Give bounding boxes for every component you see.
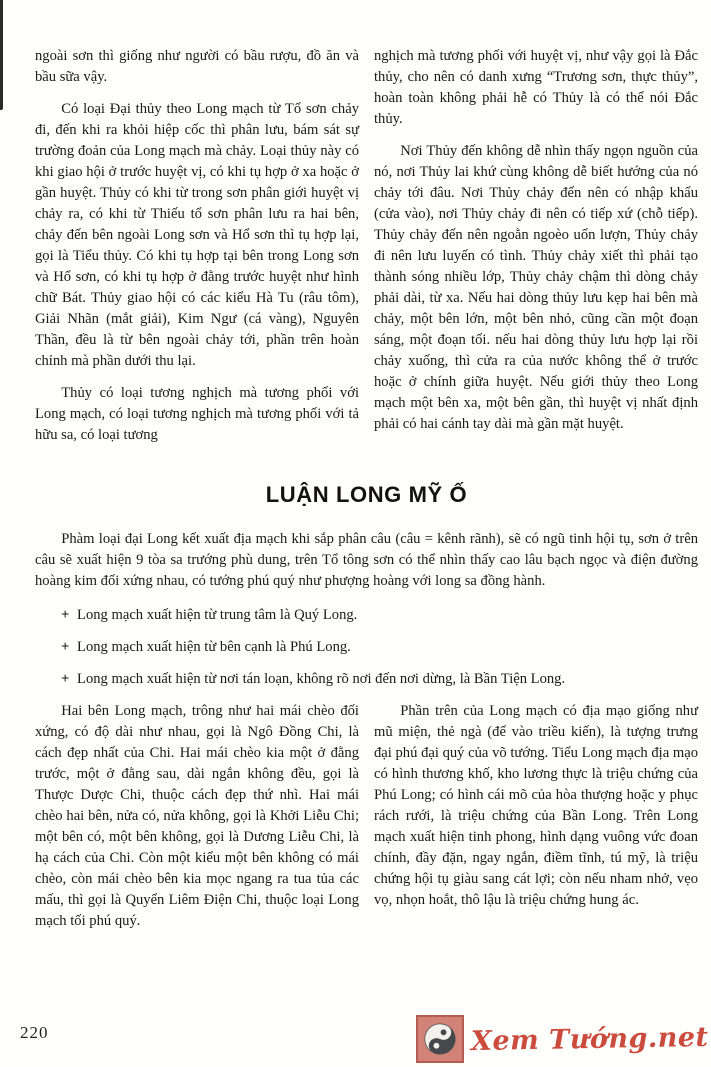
top-section [35,46,698,457]
list-item-text: Long mạch xuất hiện từ trung tâm là Quý Long. [77,607,358,623]
yin-yang-icon [416,1015,464,1063]
paragraph: Phần trên của Long mạch có địa mạo giống như mũ miện, thẻ ngà (để vào triều kiến), là tượng trưng đại phú đại quý của võ tướng. Tiểu Long mạch địa mạo có hình thương khố, kho lương thực là triệu chứng của Phú Long; có hình cái mõ của hòa thượng hoặc y phục rách rưới, là triệu chứng của Bần Long. Trên Long mạch xuất hiện tinh phong, hình dạng vuông vức đoan chính, đầy đặn, ngay ngắn, điềm tĩnh, tú mỹ, là triệu chứng hội tụ giàu sang cát lợi; còn nếu nham nhở, vẹo vọ, nhọn hoắt, thô lậu là triệu chứng hung ác. [374,703,698,908]
page-number: 220 [20,1023,49,1042]
plus-bullet-icon: + [61,639,70,655]
paragraph: nghịch mà tương phối với huyệt vị, như vậy gọi là Đắc thủy, cho nên có danh xưng “Trương sơn, thực thủy”, hoàn toàn không phải hễ có Thủy là có thể nói Đắc thủy. [374,48,698,127]
bottom-left-column [35,701,359,943]
plus-bullet-icon: + [61,671,70,687]
bottom-right-column [374,701,698,943]
section-heading: LUẬN LONG MỸ Ố [265,482,468,507]
list-item [61,605,698,626]
bottom-section [35,701,698,943]
paragraph: Thủy có loại tương nghịch mà tương phối với Long mạch, có loại tương nghịch mà tương phối với tả hữu sa, có loại tương [35,385,359,443]
list-item [61,637,698,658]
plus-bullet-icon: + [61,607,70,623]
site-logo [416,1015,709,1063]
top-left-column [35,46,359,457]
bullet-list [61,605,698,690]
paragraph: Nơi Thủy đến không dễ nhìn thấy ngọn nguồn của nó, nơi Thủy lai khứ cùng không dễ biết hướng của nó chảy tới đâu. Nơi Thủy chảy đến nên có nhập khẩu (cửa vào), nơi Thủy chảy đi nên có tiếp xứ (chỗ tiếp). Thủy chảy đến nên ngoằn ngoèo uốn lượn, Thủy chảy đi nên lưu luyến có tình. Thủy chảy xiết thì phải tạo thành sóng nhiều lớp, Thủy chảy chậm thì dòng chảy phải dài, từ xa. Nếu hai dòng thủy lưu kẹp hai bên mà chảy, một bên lớn, một bên nhỏ, cũng cần một đoạn sáng, một đoạn tối. nếu hai dòng thủy lưu hợp lại rồi chảy xuống, thì cửa ra của nước không thể ở trước hoặc ở chính giữa huyệt. Nếu giới thủy theo Long mạch một bên xa, một bên gần, thì huyệt vị nhất định phải có hai cánh tay dài mà gần mặt huyệt. [374,143,698,432]
paragraph: ngoài sơn thì giống như người có bầu rượu, đồ ăn và bầu sữa vậy. [35,48,359,85]
top-right-column [374,46,698,457]
intro-paragraph: Phàm loại đại Long kết xuất địa mạch khi sắp phân câu (câu = kênh rãnh), sẽ có ngũ tinh hội tụ, sơn ở trên câu sẽ xuất hiện 9 tòa sa trướng phù dung, trên Tổ tông sơn có thể nhìn thấy cao lâu bạch ngọc và điện đường hoàng kim đối xứng nhau, có tướng phú quý như phượng hoàng với long sa đồng hành. [35,531,698,589]
list-item-text: Long mạch xuất hiện từ bên cạnh là Phú Long. [77,639,351,655]
paragraph: Hai bên Long mạch, trông như hai mái chèo đối xứng, có độ dài như nhau, gọi là Ngô Đồng Chi, là cách đẹp nhất của Chi. Hai mái chèo kia một ở đằng trước, một ở đằng sau, dài ngắn không đều, gọi là Thược Dược Chi, thuộc cách đẹp thứ nhì. Hai mái chèo hai bên, nửa có, nửa không, gọi là Khởi Liễu Chi; một bên có, một bên không, gọi là Dương Liễu Chi, là hạ cách của Chi. Còn một kiểu một bên không có mái chèo, còn mái chèo bên kia mọc ngang ra tua tủa các mấu, thì gọi là Quyển Liêm Điện Chi, thuộc loại Long mạch tối phú quý. [35,703,359,929]
list-item-text: Long mạch xuất hiện từ nơi tán loạn, không rõ nơi đến nơi dừng, là Bần Tiện Long. [77,671,566,687]
scan-artifact [0,0,3,110]
list-item [61,669,698,690]
site-logo-text: Xem Tướng.net [471,1021,710,1057]
paragraph: Có loại Đại thủy theo Long mạch từ Tổ sơn chảy đi, đến khi ra khỏi hiệp cốc thì phân lưu, bám sát sự trường đoản của Long mạch mà chảy. Loại thủy này có khi giao hội ở trước huyệt vị, có khi tụ hợp ở xa hoặc ở gần huyệt. Thủy có khi từ trong sơn phân giới huyệt vị chảy ra, có khi từ Thiếu tổ sơn phân lưu ra hai bên, chảy đến bên ngoài Long sơn và Hổ sơn thì tụ hợp lại, gọi là Tiểu thủy. Có khi tụ hợp tại bên trong Long sơn và Hổ sơn, có khi tụ hợp ở đằng trước huyệt như hình chữ Bát. Thủy giao hội có các kiểu Hà Tu (râu tôm), Giải Nhãn (mắt giải), Kim Ngư (cá vàng), Nguyên Thần, đều là từ bên ngoài chảy tới, phần trên hoàn chỉnh mà phần dưới thu lại. [35,101,359,369]
